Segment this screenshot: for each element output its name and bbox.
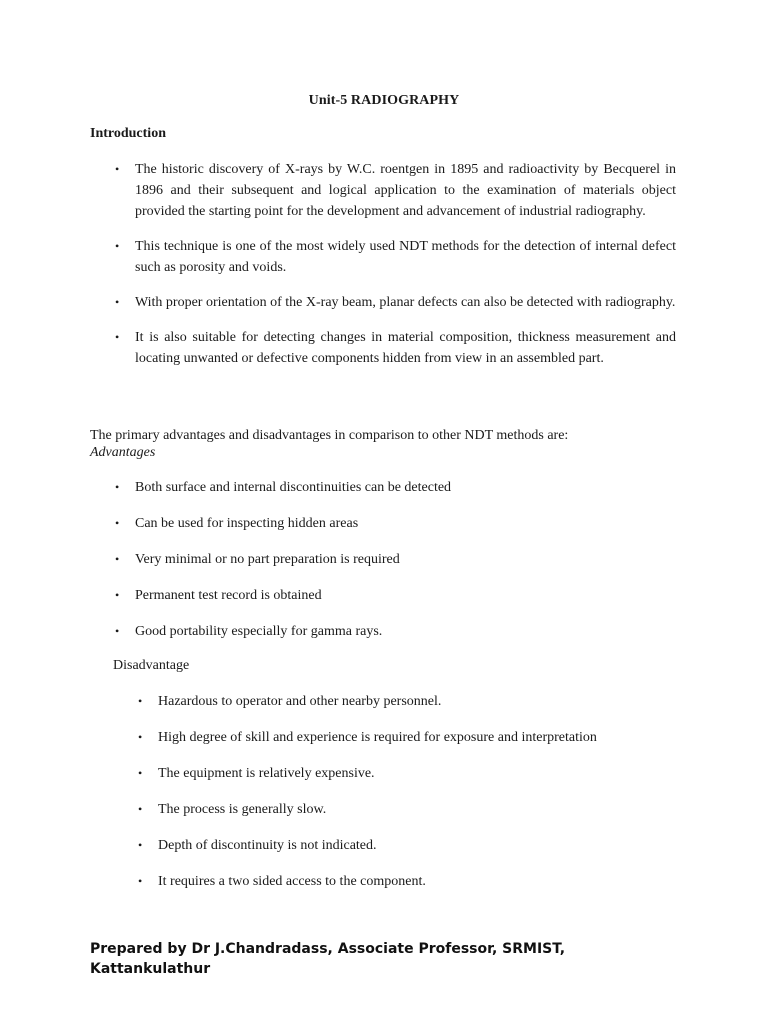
list-item <box>115 621 676 642</box>
list-item <box>115 585 676 606</box>
list-item <box>138 799 678 820</box>
list-item <box>115 513 676 534</box>
list-item-text: With proper orientation of the X-ray beam, planar defects can also be detected with radiography. <box>135 295 676 310</box>
list-item-text: Very minimal or no part preparation is required <box>135 552 400 567</box>
bullet-icon: • <box>138 730 143 744</box>
list-item <box>115 549 676 570</box>
introduction-list <box>115 159 676 383</box>
bullet-icon: • <box>138 694 143 708</box>
list-item-text: The process is generally slow. <box>158 802 327 817</box>
list-item-text: It requires a two sided access to the component. <box>158 874 426 889</box>
list-item <box>115 159 676 222</box>
list-item-text: Both surface and internal discontinuities can be detected <box>135 480 452 495</box>
bullet-icon: • <box>138 838 143 852</box>
list-item <box>138 763 678 784</box>
list-item <box>138 835 678 856</box>
list-item-text: Can be used for inspecting hidden areas <box>135 516 359 531</box>
bullet-icon: • <box>138 766 143 780</box>
list-item-text: Hazardous to operator and other nearby personnel. <box>158 694 442 709</box>
advantages-list <box>115 477 676 657</box>
list-item-text: High degree of skill and experience is required for exposure and interpretation <box>158 730 597 745</box>
list-item-text: Permanent test record is obtained <box>135 588 322 603</box>
list-item-text: Good portability especially for gamma rays. <box>135 624 383 639</box>
disadvantages-list <box>138 691 678 907</box>
list-item-text: The equipment is relatively expensive. <box>158 766 375 781</box>
footer-credit: Prepared by Dr J.Chandradass, Associate Professor, SRMIST, Kattankulathur <box>90 941 566 977</box>
list-item <box>115 327 676 369</box>
list-item-text: It is also suitable for detecting changes in material composition, thickness measurement and locating unwanted or defective components hidden from view in an assembled part. <box>135 330 676 366</box>
list-item <box>115 477 676 498</box>
list-item <box>138 727 678 748</box>
bullet-icon: • <box>115 552 120 566</box>
bullet-icon: • <box>115 480 120 494</box>
bullet-icon: • <box>115 162 120 176</box>
bullet-icon: • <box>138 874 143 888</box>
list-item <box>138 691 678 712</box>
comparison-intro: The primary advantages and disadvantages in comparison to other NDT methods are: <box>90 428 569 443</box>
list-item-text: The historic discovery of X-rays by W.C. roentgen in 1895 and radioactivity by Becquerel in 1896 and their subsequent and logical application to the examination of materials object provided the starting point for the development and advancement of industrial radiography. <box>135 162 676 219</box>
bullet-icon: • <box>115 239 120 253</box>
bullet-icon: • <box>115 624 120 638</box>
bullet-icon: • <box>115 330 120 344</box>
bullet-icon: • <box>115 516 120 530</box>
list-item <box>115 236 676 278</box>
bullet-icon: • <box>115 588 120 602</box>
disadvantages-label: Disadvantage <box>113 658 190 673</box>
bullet-icon: • <box>138 802 143 816</box>
list-item-text: Depth of discontinuity is not indicated. <box>158 838 377 853</box>
page-title: Unit-5 RADIOGRAPHY <box>308 93 460 108</box>
list-item <box>138 871 678 892</box>
list-item-text: This technique is one of the most widely used NDT methods for the detection of internal defect such as porosity and voids. <box>135 239 676 275</box>
advantages-label: Advantages <box>90 445 156 460</box>
list-item <box>115 292 676 313</box>
bullet-icon: • <box>115 295 120 309</box>
introduction-heading: Introduction <box>90 126 166 141</box>
